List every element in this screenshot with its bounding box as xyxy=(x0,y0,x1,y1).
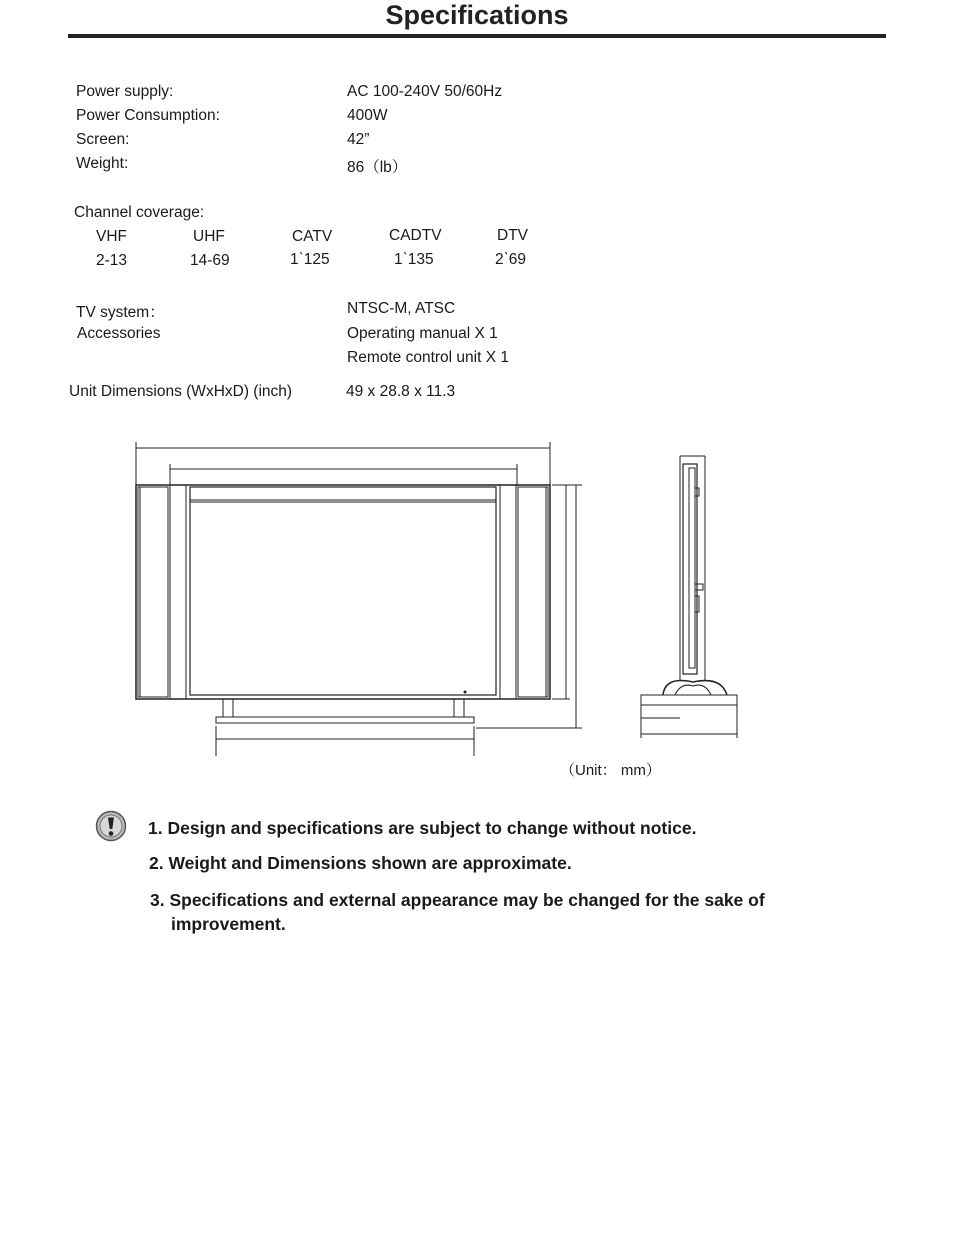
spec-value-power-supply: AC 100-240V 50/60Hz xyxy=(347,83,503,100)
dimensions-label: Unit Dimensions (WxHxD) (inch) xyxy=(69,383,293,400)
spec-value-power-consumption: 400W xyxy=(347,107,388,124)
tv-side-view-drawing xyxy=(635,450,745,745)
channel-band-vhf: VHF xyxy=(96,228,127,245)
channel-band-dtv: DTV xyxy=(497,227,528,244)
channel-heading: Channel coverage: xyxy=(74,204,205,221)
exclamation-icon xyxy=(95,810,127,842)
note-item: 3. Specifications and external appearance may be changed for the sake of xyxy=(150,890,765,910)
note-item-continued: improvement. xyxy=(171,914,286,934)
unit-label: （Unit： mm） xyxy=(560,762,661,779)
channel-range-vhf: 2-13 xyxy=(96,252,128,269)
channel-band-uhf: UHF xyxy=(193,228,225,245)
accessories-label: Accessories xyxy=(77,325,161,342)
tv-front-view-drawing xyxy=(120,438,590,763)
channel-band-cadtv: CADTV xyxy=(389,227,442,244)
channel-range-dtv: 2ˋ69 xyxy=(495,251,527,268)
accessory-item: Operating manual X 1 xyxy=(347,325,498,342)
spec-label-weight: Weight: xyxy=(76,155,129,172)
accessory-item: Remote control unit X 1 xyxy=(347,349,509,366)
channel-range-uhf: 14-69 xyxy=(190,252,230,269)
note-item: 2. Weight and Dimensions shown are approximate. xyxy=(149,853,572,873)
tv-system-label: TV system： xyxy=(76,304,165,321)
spec-value-screen: 42” xyxy=(347,131,370,148)
channel-band-catv: CATV xyxy=(292,228,333,245)
title-rule xyxy=(68,34,886,38)
spec-label-power-supply: Power supply: xyxy=(76,83,174,100)
spec-label-screen: Screen: xyxy=(76,131,130,148)
spec-value-weight: 86（lb） xyxy=(347,159,408,176)
channel-range-cadtv: 1ˋ135 xyxy=(394,251,434,268)
channel-range-catv: 1ˋ125 xyxy=(290,251,330,268)
note-item: 1. Design and specifications are subject to change without notice. xyxy=(148,818,697,838)
spec-label-power-consumption: Power Consumption: xyxy=(76,107,220,124)
tv-system-value: NTSC-M, ATSC xyxy=(347,300,456,317)
page-title: Specifications xyxy=(385,0,569,30)
dimensions-value: 49 x 28.8 x 11.3 xyxy=(346,383,456,400)
